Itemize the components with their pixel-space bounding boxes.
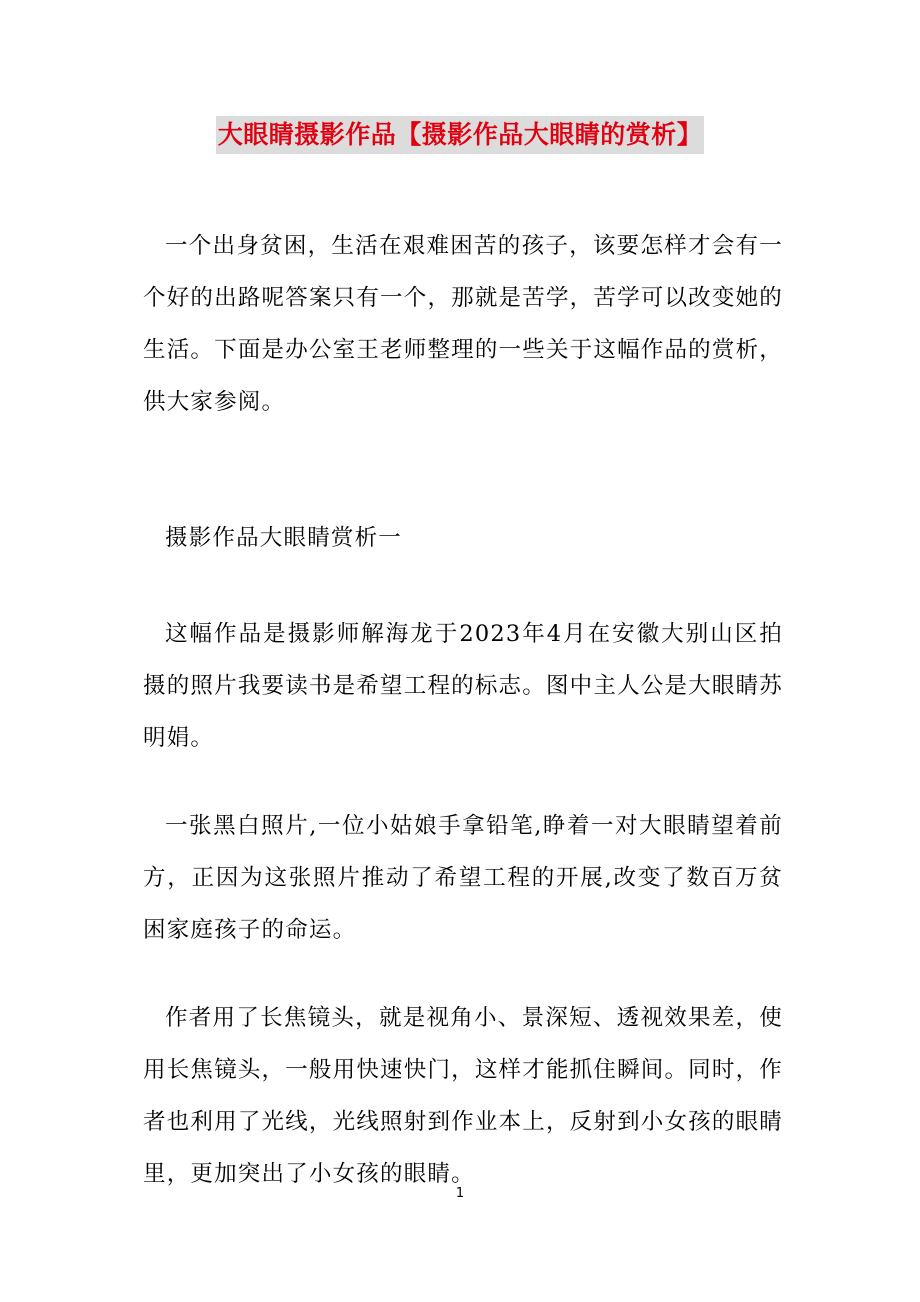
body-paragraph-3: 作者用了长焦镜头，就是视角小、景深短、透视效果差，使用长焦镜头，一般用快速快门，这样才能抓住瞬间。同时，作者也利用了光线，光线照射到作业本上，反射到小女孩的眼睛里，更加突出了小女孩的眼睛。 bbox=[143, 1005, 783, 1187]
document-title: 大眼睛摄影作品【摄影作品大眼睛的赏析】 bbox=[216, 116, 705, 154]
body-paragraph-1: 这幅作品是摄影师解海龙于2023年4月在安徽大别山区拍摄的照片我要读书是希望工程的标志。图中主人公是大眼睛苏明娟。 bbox=[143, 621, 783, 751]
body-paragraph-2: 一张黑白照片,一位小姑娘手拿铅笔,睁着一对大眼睛望着前方，正因为这张照片推动了希望工程的开展,改变了数百万贫困家庭孩子的命运。 bbox=[143, 813, 783, 943]
page-number: 1 bbox=[455, 1186, 465, 1201]
section-heading: 摄影作品大眼睛赏析一 bbox=[165, 525, 403, 551]
intro-paragraph: 一个出身贫困，生活在艰难困苦的孩子，该要怎样才会有一个好的出路呢答案只有一个，那就是苦学，苦学可以改变她的生活。下面是办公室王老师整理的一些关于这幅作品的赏析，供大家参阅。 bbox=[143, 233, 783, 415]
title-container bbox=[0, 116, 920, 154]
